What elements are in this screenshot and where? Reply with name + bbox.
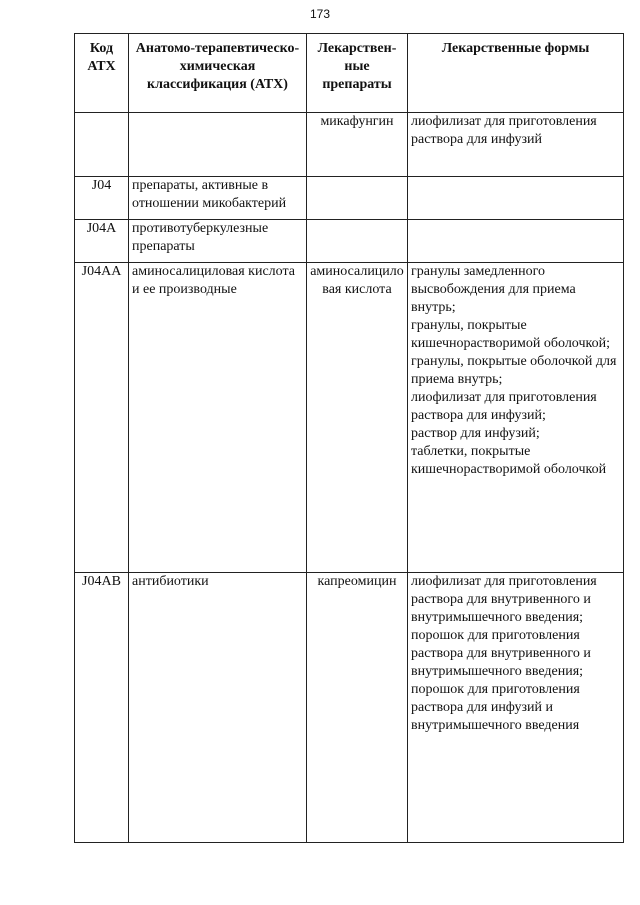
row-code: [75, 113, 129, 177]
form-item: лиофилизат для приготовления раствора для инфузий;: [411, 390, 597, 423]
table-row: [75, 113, 624, 177]
row-drug: аминосалицило вая кислота: [307, 263, 408, 573]
atx-drug-table: [74, 33, 624, 843]
table-row: [75, 177, 624, 220]
row-classification: препараты, активные в отношении микобактерий: [129, 177, 307, 220]
row-classification: аминосалициловая кислота и ее производные: [129, 263, 307, 573]
row-forms: [408, 113, 624, 177]
form-item: гранулы, покрытые кишечнорастворимой оболочкой;: [411, 318, 610, 351]
form-item: лиофилизат для приготовления раствора для инфузий: [411, 114, 597, 147]
form-item: таблетки, покрытые кишечнорастворимой оболочкой: [411, 444, 607, 477]
row-forms: [408, 263, 624, 573]
table-row: [75, 220, 624, 263]
row-drug: микафунгин: [307, 113, 408, 177]
form-item: лиофилизат для приготовления раствора для внутривенного и внутримышечного введения;: [411, 574, 597, 625]
row-classification: антибиотики: [129, 573, 307, 843]
row-drug: [307, 220, 408, 263]
row-classification: противотуберкулезные препараты: [129, 220, 307, 263]
header-classification: Анатомо-терапевтическо-химическая классификация (АТХ): [129, 34, 307, 113]
header-drugs: Лекарствен-ные препараты: [307, 34, 408, 113]
row-code: J04A: [75, 220, 129, 263]
form-item: гранулы замедленного высвобождения для приема внутрь;: [411, 264, 576, 315]
row-classification: [129, 113, 307, 177]
row-code: J04: [75, 177, 129, 220]
header-code: Код АТХ: [75, 34, 129, 113]
table-header-row: [75, 34, 624, 113]
row-code: J04AB: [75, 573, 129, 843]
page-number: 173: [309, 7, 331, 21]
row-code: J04AA: [75, 263, 129, 573]
row-drug: [307, 177, 408, 220]
form-item: порошок для приготовления раствора для внутривенного и внутримышечного введения;: [411, 628, 591, 679]
table-row: [75, 263, 624, 573]
row-drug: капреомицин: [307, 573, 408, 843]
row-forms: [408, 220, 624, 263]
row-forms: [408, 177, 624, 220]
row-forms: [408, 573, 624, 843]
form-item: порошок для приготовления раствора для инфузий и внутримышечного введения: [411, 682, 580, 733]
form-item: гранулы, покрытые оболочкой для приема внутрь;: [411, 354, 617, 387]
form-item: раствор для инфузий;: [411, 426, 540, 441]
table-row: [75, 573, 624, 843]
header-forms: Лекарственные формы: [408, 34, 624, 113]
